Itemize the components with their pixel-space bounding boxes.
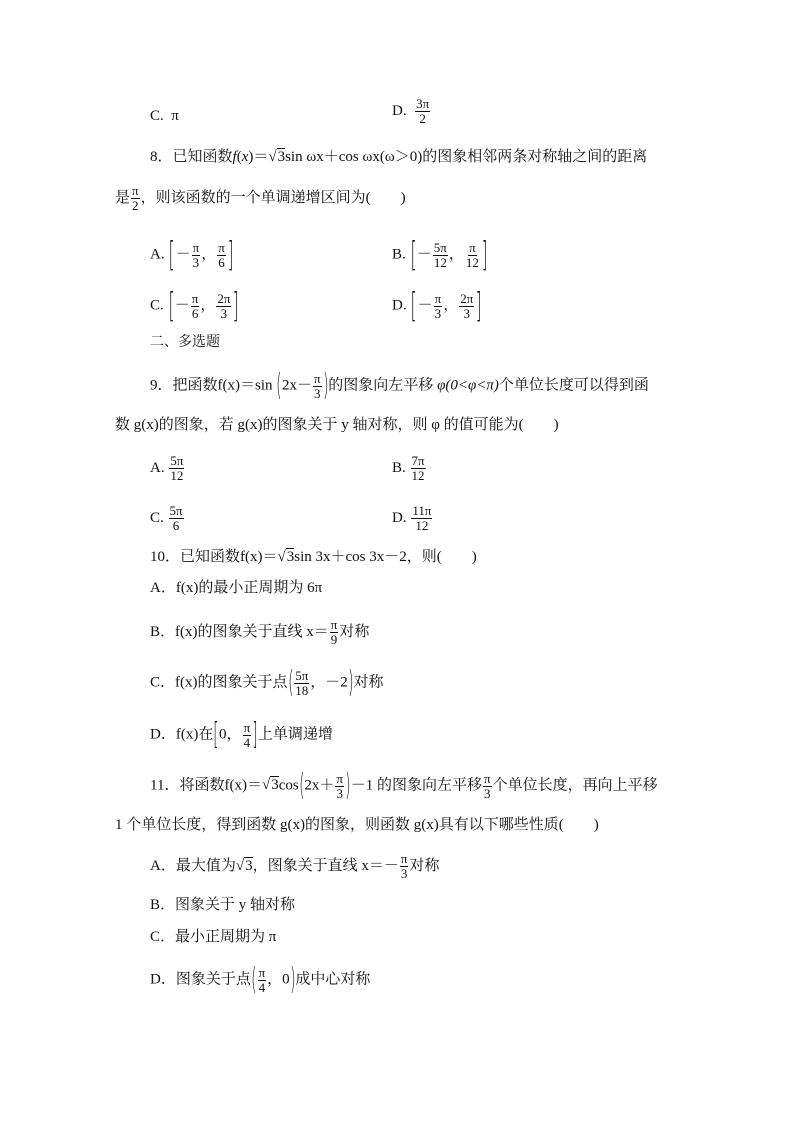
- q11-option-b: B．图象关于 y 轴对称: [150, 897, 296, 913]
- q9-option-c: C. $\frac{5\pi}{6}$: [150, 503, 183, 533]
- option-value: π: [171, 108, 179, 124]
- q11-option-a: A．最大值为√3，图象关于直线 x＝－ $\frac{\pi}{3}$ 对称: [150, 851, 440, 881]
- q8-option-a: A. [－ $\frac{\pi}{3}$ ， $\frac{\pi}{6}$ ]: [150, 235, 234, 275]
- q10-option-b: B．f(x)的图象关于直线 x＝ $\frac{\pi}{9}$ 对称: [150, 617, 370, 647]
- q9-stem-line2: 数 g(x)的图象，若 g(x)的图象关于 y 轴对称，则 φ 的值可能为( ): [115, 417, 559, 433]
- q9-option-b: B. $\frac{7\pi}{12}$: [392, 453, 425, 483]
- q10-option-d: D．f(x)在[0， $\frac{\pi}{4}$ ]上单调递增: [150, 717, 333, 752]
- q8-stem-line2: 是 $\frac{\pi}{2}$ ，则该函数的一个单调递增区间为( ): [115, 183, 406, 213]
- q11-option-c: C．最小正周期为 π: [150, 929, 277, 945]
- q11-option-d: D．图象关于点( $\frac{\pi}{4}$ ，0)成中心对称: [150, 962, 371, 997]
- q10-option-c: C．f(x)的图象关于点( $\frac{5\pi}{18}$ ，－2)对称: [150, 665, 384, 700]
- q8-stem-line1: 8．已知函数f(x)＝√3sin ωx＋cos ωx(ω＞0)的图象相邻两条对称轴之间的距离: [150, 149, 648, 165]
- q9-option-d: D. $\frac{11\pi}{12}$: [392, 503, 432, 533]
- q9-stem-line1: 9．把函数f(x)＝sin (2x－ $\frac{\pi}{3}$ )的图象向左平移 φ(0<φ<π)个单位长度可以得到函: [150, 368, 649, 403]
- q11-stem-line2: 1 个单位长度，得到函数 g(x)的图象，则函数 g(x)具有以下哪些性质( ): [115, 817, 599, 833]
- option-label: C.: [150, 108, 164, 124]
- q10-option-a: A．f(x)的最小正周期为 6π: [150, 580, 323, 596]
- q10-stem: 10．已知函数f(x)＝√3sin 3x＋cos 3x－2，则( ): [150, 549, 477, 565]
- q8-option-d: D. [－ $\frac{\pi}{3}$ ， $\frac{2\pi}{3}$ ]: [392, 286, 482, 326]
- q8-option-b: B. [－ $\frac{5\pi}{12}$ ， $\frac{\pi}{12}$ ]: [392, 235, 488, 275]
- section-heading: 二、多选题: [150, 334, 220, 350]
- q9-option-a: A. $\frac{5\pi}{12}$: [150, 453, 184, 483]
- fraction: $\frac{\pi}{2}$: [132, 183, 139, 213]
- sqrt-three: √3: [268, 149, 286, 165]
- q11-stem-line1: 11．将函数f(x)＝√3cos(2x＋ $\frac{\pi}{3}$ )－1 的图象向左平移 $\frac{\pi}{3}$ 个单位长度，再向上平移: [150, 768, 658, 803]
- q8-option-c: C. [－ $\frac{\pi}{6}$ ， $\frac{2\pi}{3}$ ]: [150, 286, 240, 326]
- fraction: $\frac{3\pi}{2}$: [416, 96, 430, 126]
- q7-option-c: [150, 106, 179, 126]
- option-label: D.: [392, 102, 407, 119]
- q7-option-d: [392, 97, 431, 126]
